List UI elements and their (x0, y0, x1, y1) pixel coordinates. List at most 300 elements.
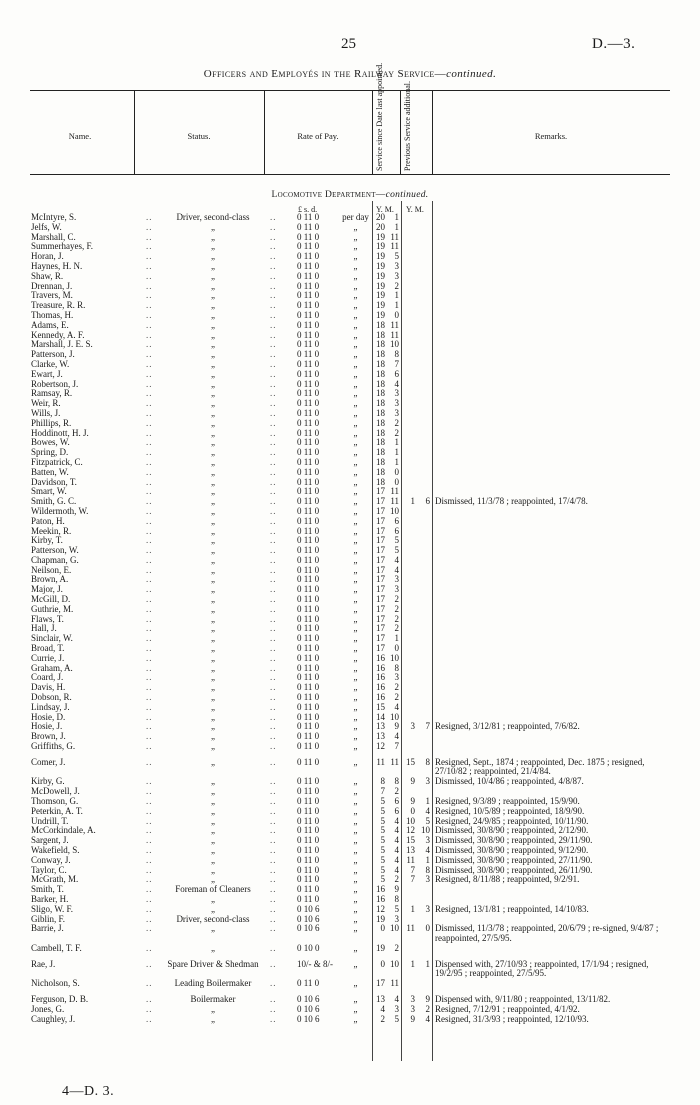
service-years: 17 (376, 574, 385, 585)
table-row (0, 615, 700, 625)
service-years: 16 (376, 652, 385, 663)
employee-name: Phillips, R. (31, 417, 72, 428)
pay-rate: 0 11 0 (297, 805, 320, 816)
leader-dots: .. (146, 554, 153, 565)
service-months: 3 (394, 672, 399, 683)
table-row (0, 807, 700, 817)
table-row (0, 507, 700, 517)
pay-rate: 0 11 0 (297, 476, 320, 487)
pay-unit: „ (353, 756, 358, 767)
leader-dots: .. (146, 623, 153, 634)
table-row (0, 895, 700, 905)
employee-status: „ (211, 319, 215, 330)
remarks-text: Resigned, 9/3/89 ; reappointed, 15/9/90. (435, 796, 580, 807)
leader-dots: .. (270, 776, 277, 787)
employee-name: Hall, J. (31, 623, 57, 634)
leader-dots: .. (146, 672, 153, 683)
leader-dots: .. (146, 682, 153, 693)
leader-dots: .. (146, 796, 153, 807)
previous-months: 3 (425, 874, 430, 885)
table-row (0, 875, 700, 885)
pay-rate: 0 11 0 (297, 741, 320, 752)
pay-unit: „ (353, 672, 358, 683)
leader-dots: .. (146, 339, 153, 350)
employee-status: „ (211, 388, 215, 399)
employee-name: Nicholson, S. (31, 978, 80, 989)
header-status: Status. (187, 131, 211, 141)
leader-dots: .. (146, 378, 153, 389)
leader-dots: .. (146, 476, 153, 487)
service-years: 5 (380, 874, 385, 885)
service-years: 17 (376, 633, 385, 644)
pay-unit: „ (353, 594, 358, 605)
employee-status: „ (211, 786, 215, 797)
employee-name: Bowes, W. (31, 437, 70, 448)
table-row (0, 960, 700, 980)
employee-status: „ (211, 721, 215, 732)
service-years: 17 (376, 613, 385, 624)
leader-dots: .. (146, 994, 153, 1005)
table-row (0, 673, 700, 683)
remarks-text: Dismissed, 30/8/90 ; reappointed, 27/11/90. (435, 854, 593, 865)
leader-dots: .. (270, 884, 277, 895)
previous-months: 1 (425, 796, 430, 807)
employee-name: Horan, J. (31, 251, 64, 262)
employee-name: Batten, W. (31, 466, 69, 477)
employee-status: „ (211, 231, 215, 242)
table-row (0, 624, 700, 634)
service-months: 4 (394, 701, 399, 712)
leader-dots: .. (270, 756, 277, 767)
pay-unit: „ (353, 300, 358, 311)
service-months: 5 (394, 535, 399, 546)
leader-dots: .. (146, 574, 153, 585)
service-years: 17 (376, 525, 385, 536)
employee-name: Hosie, J. (31, 721, 63, 732)
service-years: 18 (376, 378, 385, 389)
leader-dots: .. (146, 942, 153, 953)
leader-dots: .. (146, 731, 153, 742)
pay-rate: 0 11 0 (297, 378, 320, 389)
service-years: 12 (376, 903, 385, 914)
leader-dots: .. (146, 662, 153, 673)
pay-unit: „ (353, 358, 358, 369)
pay-unit: „ (353, 692, 358, 703)
pay-rate: 0 11 0 (297, 603, 320, 614)
pay-unit: „ (353, 874, 358, 885)
leader-dots: .. (270, 1003, 277, 1014)
remarks-text: Resigned, 8/11/88 ; reappointed, 9/2/91. (435, 874, 580, 885)
service-years: 17 (376, 554, 385, 565)
previous-months: 6 (425, 496, 430, 507)
service-years: 20 (376, 212, 385, 222)
service-months: 5 (394, 903, 399, 914)
employee-status: „ (211, 815, 215, 826)
table-row (0, 252, 700, 262)
service-months: 3 (394, 913, 399, 924)
pay-rate: 0 11 0 (297, 613, 320, 624)
leader-dots: .. (270, 623, 277, 634)
remarks-text: Resigned, Sept., 1874 ; reappointed, Dec. 1875 ; resigned, 27/10/82 ; reappointed, 21/4/84. (435, 756, 645, 777)
page-title (0, 68, 700, 80)
employee-name: McGill, D. (31, 594, 71, 605)
remarks-text: Dismissed, 30/8/90 ; reappointed, 2/12/90. (435, 825, 589, 836)
service-months: 11 (390, 329, 399, 340)
employee-status: „ (211, 260, 215, 271)
previous-months: 8 (425, 864, 430, 875)
remarks-text: Resigned, 24/9/85 ; reappointed, 10/11/90. (435, 815, 589, 826)
employee-status: „ (211, 221, 215, 232)
leader-dots: .. (146, 978, 153, 989)
employee-name: McGrath, M. (31, 874, 79, 885)
service-years: 17 (376, 594, 385, 605)
table-row (0, 654, 700, 664)
pay-rate: 0 11 0 (297, 884, 320, 895)
previous-years: 0 (410, 805, 415, 816)
leader-dots: .. (270, 270, 277, 281)
pay-rate: 0 11 0 (297, 564, 320, 575)
table-row (0, 905, 700, 915)
leader-dots: .. (270, 368, 277, 379)
pay-rate: 0 11 0 (297, 845, 320, 855)
employee-status: „ (211, 496, 215, 507)
pay-unit: „ (353, 913, 358, 924)
pay-unit: „ (353, 515, 358, 526)
leader-dots: .. (146, 496, 153, 507)
employee-name: Smart, W. (31, 486, 67, 497)
leader-dots: .. (146, 756, 153, 767)
table-row (0, 817, 700, 827)
leader-dots: .. (270, 893, 277, 904)
pay-unit: „ (353, 682, 358, 693)
pay-rate: 0 11 0 (297, 643, 320, 654)
table-row (0, 291, 700, 301)
leader-dots: .. (146, 407, 153, 418)
previous-months: 0 (425, 923, 430, 934)
service-years: 12 (376, 741, 385, 752)
leader-dots: .. (146, 368, 153, 379)
employee-name: Barrie, J. (31, 923, 64, 934)
employee-name: Marshall, C. (31, 231, 76, 242)
pay-unit: „ (353, 221, 358, 232)
employee-status: „ (211, 427, 215, 438)
service-years: 13 (376, 731, 385, 742)
service-months: 11 (390, 496, 399, 507)
service-months: 6 (394, 796, 399, 807)
employee-name: Jones, G. (31, 1003, 65, 1014)
service-months: 2 (394, 427, 399, 438)
leader-dots: .. (270, 378, 277, 389)
employee-status: „ (211, 584, 215, 595)
table-row (0, 605, 700, 615)
service-years: 17 (376, 515, 385, 526)
pay-rate: 0 11 0 (297, 290, 320, 301)
employee-name: Lindsay, J. (31, 701, 70, 712)
employee-name: Spring, D. (31, 447, 69, 458)
service-years: 16 (376, 893, 385, 904)
pay-unit: „ (353, 486, 358, 497)
employee-name: Thomas, H. (31, 309, 74, 320)
table-row (0, 693, 700, 703)
pay-unit: „ (353, 741, 358, 752)
leader-dots: .. (270, 662, 277, 673)
service-months: 4 (394, 554, 399, 565)
leader-dots: .. (146, 721, 153, 732)
service-years: 0 (380, 923, 385, 934)
pay-unit: „ (353, 994, 358, 1005)
table-row (0, 979, 700, 989)
leader-dots: .. (146, 545, 153, 556)
service-months: 2 (394, 692, 399, 703)
service-months: 11 (390, 231, 399, 242)
employee-name: Smith, T. (31, 884, 64, 895)
previous-years: 3 (410, 721, 415, 732)
leader-dots: .. (270, 701, 277, 712)
leader-dots: .. (146, 535, 153, 546)
employee-status: „ (211, 437, 215, 448)
leader-dots: .. (270, 903, 277, 914)
employee-name: Comer, J. (31, 756, 66, 767)
leader-dots: .. (270, 786, 277, 797)
page-title-cont: continued. (446, 68, 497, 80)
previous-months: 5 (425, 815, 430, 826)
service-months: 11 (390, 756, 399, 767)
employee-name: McCorkindale, A. (31, 825, 96, 836)
leader-dots: .. (146, 270, 153, 281)
employee-status: „ (211, 845, 215, 855)
service-months: 4 (394, 815, 399, 826)
employee-name: Wildermoth, W. (31, 505, 89, 516)
employee-status: „ (211, 942, 215, 953)
service-years: 18 (376, 329, 385, 340)
leader-dots: .. (270, 835, 277, 846)
pay-unit: „ (353, 505, 358, 516)
employee-name: Jelfs, W. (31, 221, 62, 232)
employee-name: Coard, J. (31, 672, 64, 683)
leader-dots: .. (146, 1013, 153, 1024)
leader-dots: .. (270, 535, 277, 546)
leader-dots: .. (146, 874, 153, 885)
service-months: 4 (394, 825, 399, 836)
remarks-text: Dismissed, 10/4/86 ; reappointed, 4/8/87. (435, 776, 584, 787)
service-months: 10 (390, 339, 399, 350)
employee-status: „ (211, 682, 215, 693)
pay-rate: 0 11 0 (297, 701, 320, 712)
service-years: 5 (380, 796, 385, 807)
header-pay: Rate of Pay. (297, 131, 339, 141)
employee-name: Wills, J. (31, 407, 61, 418)
employee-status: „ (211, 574, 215, 585)
leader-dots: .. (146, 515, 153, 526)
employee-status: „ (211, 329, 215, 340)
pay-unit: „ (353, 978, 358, 989)
service-months: 7 (394, 741, 399, 752)
service-months: 1 (394, 221, 399, 232)
leader-dots: .. (146, 466, 153, 477)
pay-rate: 0 10 6 (297, 1003, 320, 1014)
service-years: 18 (376, 447, 385, 458)
leader-dots: .. (270, 643, 277, 654)
employee-name: Davis, H. (31, 682, 66, 693)
employee-name: Hosie, D. (31, 711, 66, 722)
employee-name: Patterson, W. (31, 545, 79, 556)
employee-status: „ (211, 692, 215, 703)
leader-dots: .. (270, 545, 277, 556)
service-months: 2 (394, 603, 399, 614)
service-years: 19 (376, 942, 385, 953)
pay-unit: „ (353, 466, 358, 477)
employee-name: Sinclair, W. (31, 633, 73, 644)
employee-status: „ (211, 554, 215, 565)
service-months: 1 (394, 300, 399, 311)
employee-name: Cambell, T. F. (31, 942, 82, 953)
pay-rate: 0 11 0 (297, 623, 320, 634)
employee-name: Drennan, J. (31, 280, 73, 291)
pay-rate: 0 11 0 (297, 535, 320, 546)
service-years: 18 (376, 358, 385, 369)
service-years: 5 (380, 845, 385, 855)
employee-status: „ (211, 515, 215, 526)
leader-dots: .. (270, 447, 277, 458)
service-months: 8 (394, 349, 399, 360)
pay-rate: 0 11 0 (297, 339, 320, 350)
previous-years: 7 (410, 864, 415, 875)
leader-dots: .. (270, 358, 277, 369)
service-years: 20 (376, 221, 385, 232)
employee-name: Currie, J. (31, 652, 65, 663)
employee-status: „ (211, 835, 215, 846)
leader-dots: .. (146, 260, 153, 271)
employee-name: Brown, A. (31, 574, 69, 585)
pay-rate: 0 10 0 (297, 942, 320, 953)
service-years: 17 (376, 564, 385, 575)
pay-rate: 0 11 0 (297, 398, 320, 409)
service-years: 16 (376, 682, 385, 693)
table-row (0, 360, 700, 370)
leader-dots: .. (270, 574, 277, 585)
leader-dots: .. (146, 835, 153, 846)
table-row (0, 995, 700, 1005)
leader-dots: .. (270, 251, 277, 262)
leader-dots: .. (270, 476, 277, 487)
pay-rate: 0 11 0 (297, 427, 320, 438)
pay-unit: „ (353, 368, 358, 379)
pay-unit: „ (353, 251, 358, 262)
pay-rate: 0 11 0 (297, 864, 320, 875)
table-row (0, 644, 700, 654)
pay-rate: 0 11 0 (297, 270, 320, 281)
service-years: 0 (380, 958, 385, 969)
service-years: 5 (380, 805, 385, 816)
employee-status: „ (211, 378, 215, 389)
pay-rate: 0 11 0 (297, 854, 320, 865)
pay-unit: „ (353, 417, 358, 428)
employee-name: Flaws, T. (31, 613, 64, 624)
service-years: 17 (376, 623, 385, 634)
service-years: 19 (376, 290, 385, 301)
leader-dots: .. (270, 672, 277, 683)
employee-name: Marshall, J. E. S. (31, 339, 93, 350)
leader-dots: .. (270, 309, 277, 320)
section-heading-cont: continued. (385, 190, 429, 200)
leader-dots: .. (270, 417, 277, 428)
pay-rate: 0 11 0 (297, 978, 320, 989)
remarks-text: Dismissed, 30/8/90 ; reappointed, 9/12/90. (435, 845, 589, 855)
employee-name: Summerhayes, F. (31, 241, 94, 252)
service-months: 10 (390, 958, 399, 969)
service-years: 16 (376, 884, 385, 895)
pay-rate: 0 10 6 (297, 923, 320, 934)
pay-unit: „ (353, 476, 358, 487)
employee-name: Hoddinott, H. J. (31, 427, 89, 438)
table-row (0, 924, 700, 944)
service-years: 11 (376, 756, 385, 767)
pay-unit: „ (353, 349, 358, 360)
pay-rate: 0 11 0 (297, 786, 320, 797)
pay-unit: „ (353, 864, 358, 875)
employee-status: „ (211, 456, 215, 467)
leader-dots: .. (270, 486, 277, 497)
leader-dots: .. (146, 437, 153, 448)
pay-rate: 0 11 0 (297, 358, 320, 369)
employee-status: „ (211, 270, 215, 281)
pay-unit: „ (353, 776, 358, 787)
pay-rate: 0 11 0 (297, 466, 320, 477)
service-months: 2 (394, 786, 399, 797)
employee-status: Foreman of Cleaners (175, 884, 251, 895)
table-row (0, 527, 700, 537)
employee-status: „ (211, 241, 215, 252)
previous-months: 9 (425, 994, 430, 1005)
pay-rate: 0 11 0 (297, 280, 320, 291)
service-years: 16 (376, 662, 385, 673)
pay-rate: 0 11 0 (297, 329, 320, 340)
service-years: 17 (376, 603, 385, 614)
employee-name: Adams, E. (31, 319, 69, 330)
employee-status: „ (211, 300, 215, 311)
table-row (0, 233, 700, 243)
service-years: 16 (376, 692, 385, 703)
leader-dots: .. (146, 913, 153, 924)
employee-name: Dobson, R. (31, 692, 72, 703)
table-row (0, 321, 700, 331)
leader-dots: .. (270, 874, 277, 885)
service-years: 17 (376, 486, 385, 497)
service-years: 14 (376, 711, 385, 722)
employee-name: Rae, J. (31, 958, 56, 969)
previous-years: 9 (410, 796, 415, 807)
employee-name: Sligo, W. F. (31, 903, 74, 914)
service-months: 2 (394, 594, 399, 605)
leader-dots: .. (146, 447, 153, 458)
remarks-text: Dispensed with, 27/10/93 ; reappointed, 17/1/94 ; resigned, 19/2/95 ; reappointed, 27/5/95. (435, 958, 649, 979)
pay-rate: 0 11 0 (297, 545, 320, 556)
employee-status: „ (211, 525, 215, 536)
leader-dots: .. (270, 692, 277, 703)
table-row (0, 758, 700, 778)
service-years: 18 (376, 427, 385, 438)
pay-rate: 0 11 0 (297, 692, 320, 703)
previous-months: 7 (425, 721, 430, 732)
employee-name: Kirby, T. (31, 535, 63, 546)
service-years: 18 (376, 339, 385, 350)
service-months: 5 (394, 1013, 399, 1024)
service-months: 4 (394, 564, 399, 575)
service-months: 0 (394, 309, 399, 320)
header-divider (372, 91, 373, 174)
previous-months: 4 (425, 805, 430, 816)
leader-dots: .. (146, 280, 153, 291)
